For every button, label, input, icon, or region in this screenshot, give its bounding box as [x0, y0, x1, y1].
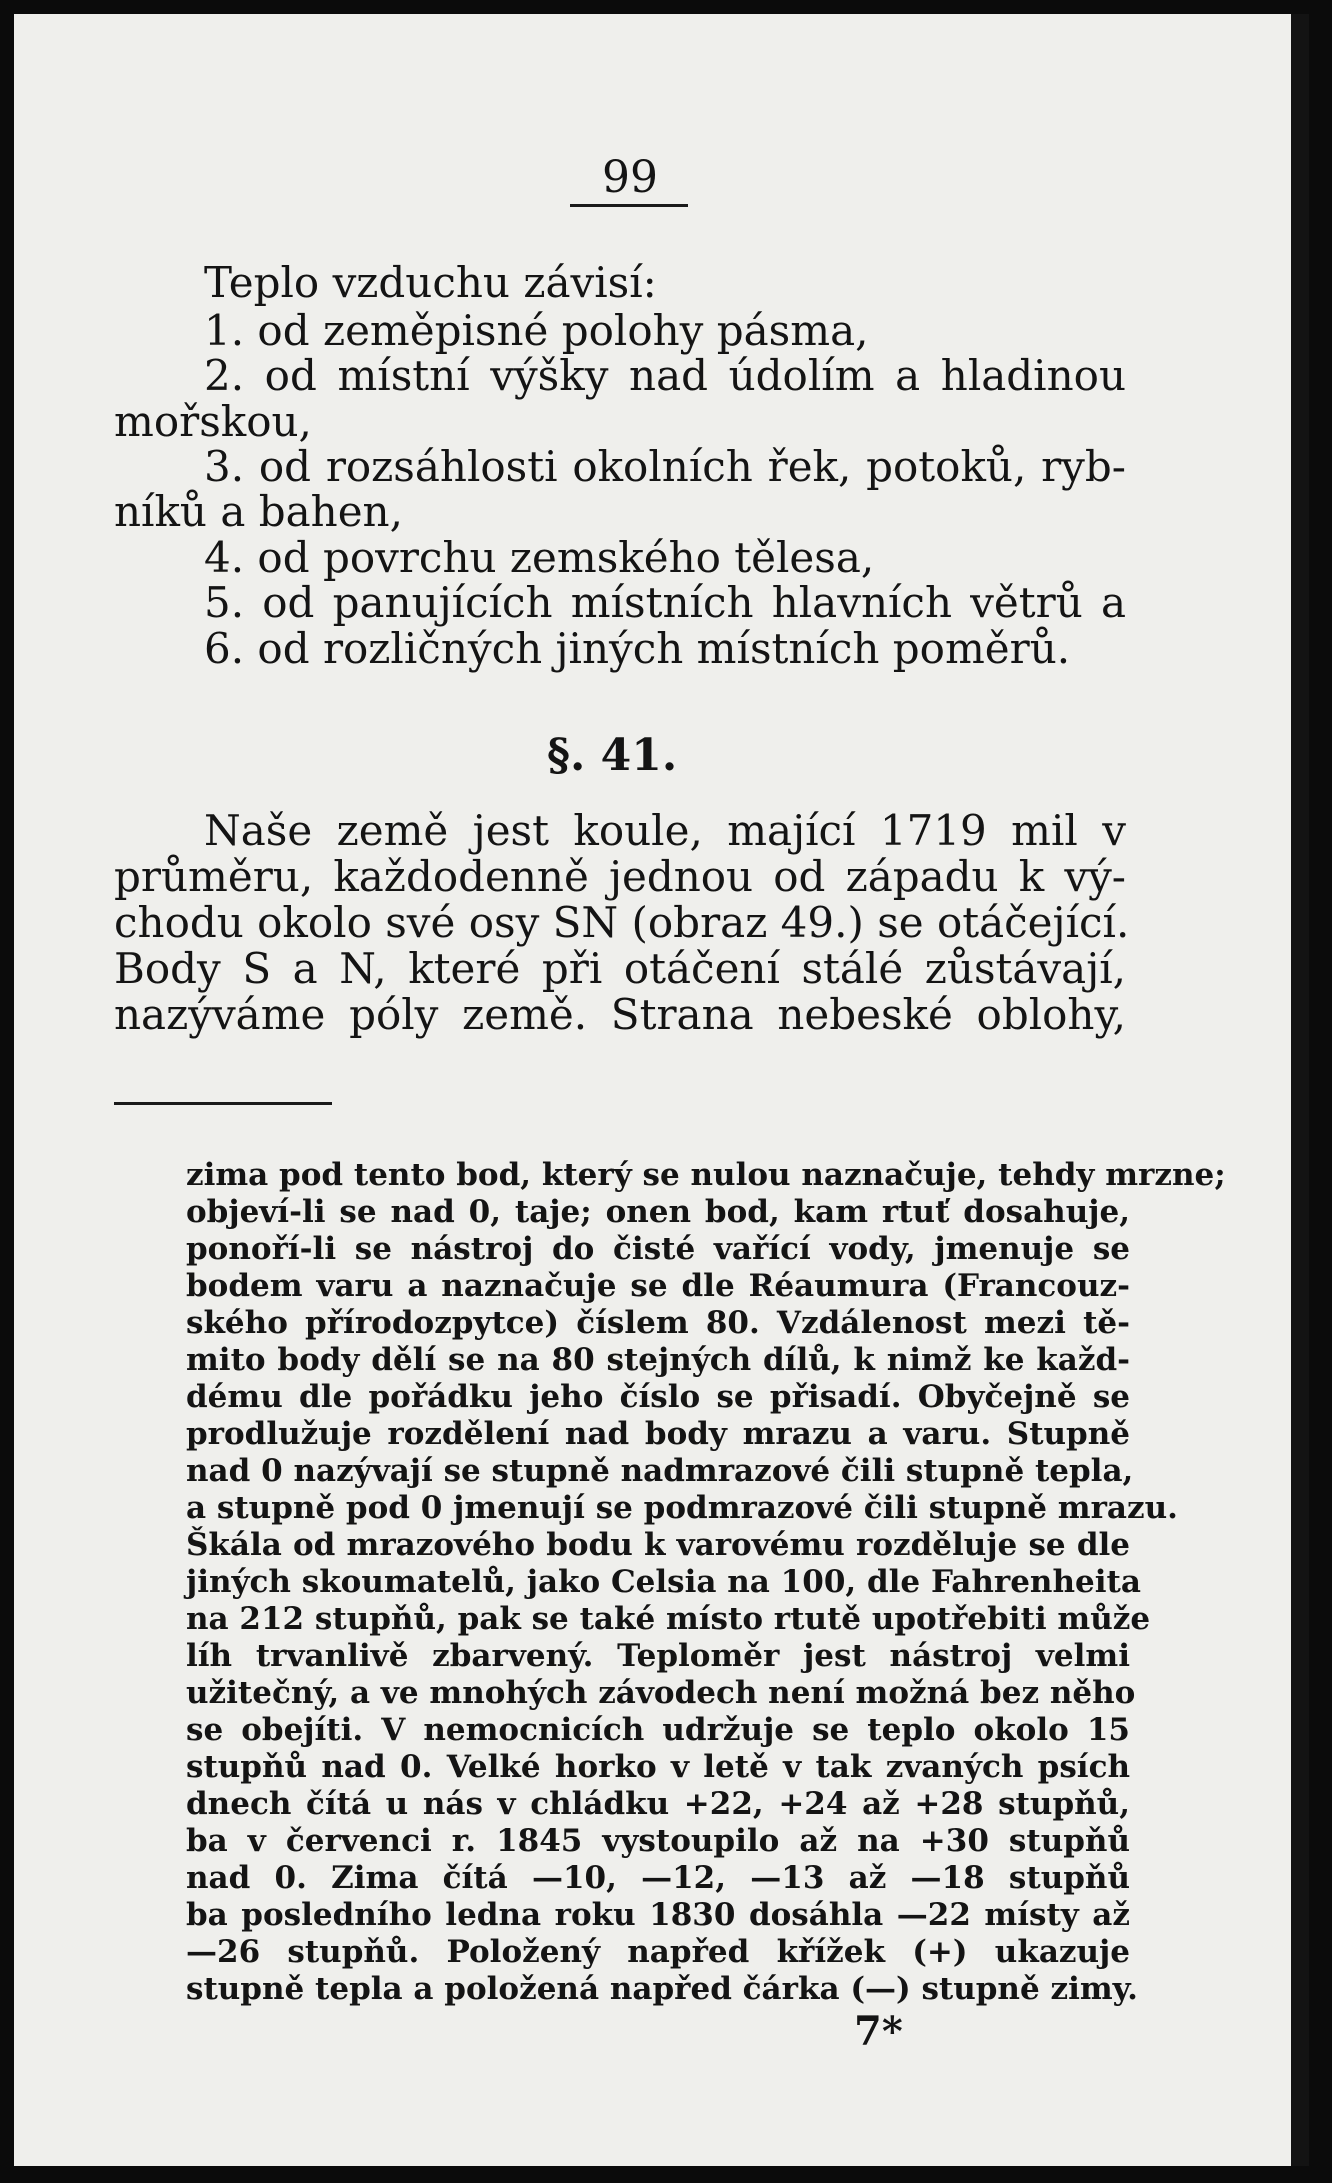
footnote-line: dému dle pořádku jeho číslo se přisadí. Obyčejně se	[186, 1379, 1130, 1415]
list-line: 3. od rozsáhlosti okolních řek, potoků, ryb-	[204, 442, 1126, 491]
page-number-underline	[570, 204, 688, 207]
paragraph-line: Body S a N, které při otáčení stálé zůstávají,	[114, 944, 1126, 993]
list-line: 5. od panujících místních hlavních větrů a	[204, 578, 1126, 627]
list-line: 6. od rozličných jiných místních poměrů.	[204, 624, 1071, 673]
signature-mark: 7*	[854, 2008, 903, 2055]
footnote-line: nad 0 nazývají se stupně nadmrazové čili stupně tepla,	[186, 1453, 1134, 1489]
footnote-line: líh trvanlivě zbarvený. Teploměr jest nástroj velmi	[186, 1638, 1130, 1674]
list-line: níků a bahen,	[114, 487, 403, 536]
footnote-line: ského přírodozpytce) číslem 80. Vzdálenost mezi tě-	[186, 1305, 1130, 1341]
list-line: mořskou,	[114, 397, 312, 446]
footnote-line: Škála od mrazového bodu k varovému rozděluje se dle	[186, 1527, 1130, 1563]
footnote-line: ponoří-li se nástroj do čisté vařící vody, jmenuje se	[186, 1231, 1130, 1267]
list-line: 4. od povrchu zemského tělesa,	[204, 533, 875, 582]
footnote-line: stupňů nad 0. Velké horko v letě v tak zvaných psích	[186, 1749, 1130, 1785]
footnote-line: dnech čítá u nás v chládku +22, +24 až +28 stupňů,	[186, 1786, 1130, 1822]
footnote-line: se obejíti. V nemocnicích udržuje se teplo okolo 15	[186, 1712, 1130, 1748]
list-line: 2. od místní výšky nad údolím a hladinou	[204, 351, 1126, 400]
heading-line: Teplo vzduchu závisí:	[204, 258, 657, 307]
footnote-line: jiných skoumatelů, jako Celsia na 100, dle Fahrenheita	[186, 1564, 1141, 1600]
list-line: 1. od zeměpisné polohy pásma,	[204, 306, 869, 355]
paragraph-line: Naše země jest koule, mající 1719 mil v	[204, 806, 1126, 855]
page-number: 99	[602, 152, 658, 203]
footnote-line: nad 0. Zima čítá —10, —12, —13 až —18 stupňů	[186, 1860, 1130, 1896]
footnote-line: prodlužuje rozdělení nad body mrazu a varu. Stupně	[186, 1416, 1130, 1452]
paragraph-line: nazýváme póly země. Strana nebeské oblohy,	[114, 990, 1126, 1039]
footnote-line: ba v červenci r. 1845 vystoupilo až na +30 stupňů	[186, 1823, 1130, 1859]
footnote-line: bodem varu a naznačuje se dle Réaumura (Francouz-	[186, 1268, 1130, 1304]
footnote-line: a stupně pod 0 jmenují se podmrazové čili stupně mrazu.	[186, 1490, 1178, 1526]
paragraph-line: chodu okolo své osy SN (obraz 49.) se otáčející.	[114, 898, 1130, 947]
footnote-line: zima pod tento bod, který se nulou naznačuje, tehdy mrzne;	[186, 1157, 1226, 1193]
footnote-line: ba posledního ledna roku 1830 dosáhla —22 místy až	[186, 1897, 1130, 1933]
book-page	[14, 14, 1309, 2166]
footnote-line: —26 stupňů. Položený napřed křížek (+) ukazuje	[186, 1934, 1130, 1970]
footnote-line: užitečný, a ve mnohých závodech není možná bez něho	[186, 1675, 1136, 1711]
paragraph-line: průměru, každodenně jednou od západu k vý-	[114, 852, 1126, 901]
section-number: §. 41.	[547, 730, 678, 781]
footnote-line: stupně tepla a položená napřed čárka (—) stupně zimy.	[186, 1971, 1138, 2007]
footnote-line: mito body dělí se na 80 stejných dílů, k nimž ke každ-	[186, 1342, 1130, 1378]
footnote-separator	[114, 1102, 332, 1105]
footnote-line: objeví-li se nad 0, taje; onen bod, kam rtuť dosahuje,	[186, 1194, 1130, 1230]
footnote-line: na 212 stupňů, pak se také místo rtutě upotřebiti může	[186, 1601, 1151, 1637]
